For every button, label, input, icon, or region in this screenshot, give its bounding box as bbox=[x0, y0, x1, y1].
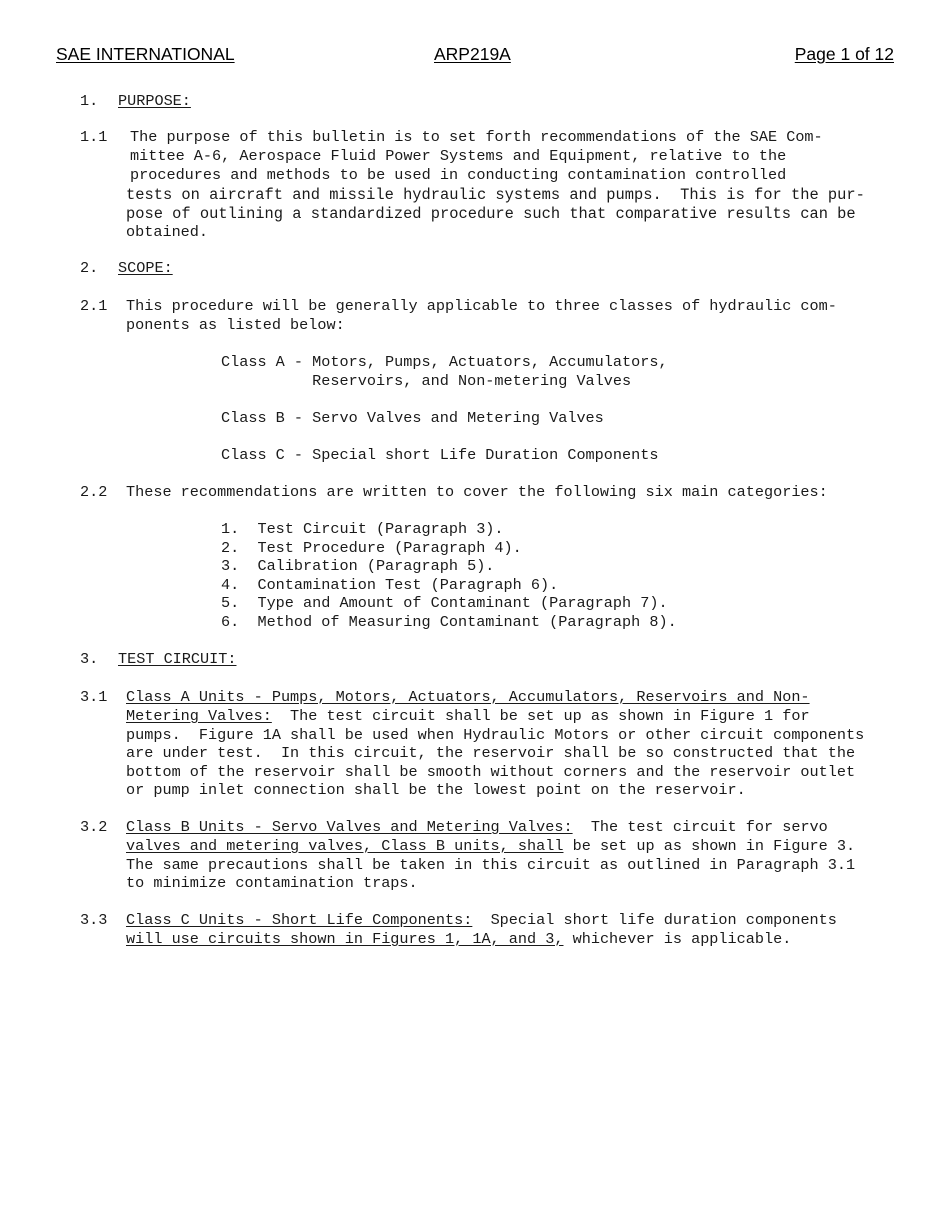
paragraph-3-1-title: Class A Units - Pumps, Motors, Actuators, Accumulators, Reservoirs and Non- bbox=[126, 688, 810, 706]
paragraph-2-1-line: ponents as listed below: bbox=[126, 316, 345, 334]
header-doc-number: ARP219A bbox=[434, 44, 511, 64]
paragraph-3-1-line: pumps. Figure 1A shall be used when Hydraulic Motors or other circuit components bbox=[126, 726, 865, 744]
paragraph-3-1-line: or pump inlet connection shall be the lowest point on the reservoir. bbox=[126, 781, 746, 799]
paragraph-3-3-underlined: will use circuits shown in Figures 1, 1A, and 3, bbox=[126, 930, 564, 948]
paragraph-1-1-line: The purpose of this bulletin is to set forth recommendations of the SAE Com- bbox=[130, 128, 823, 146]
paragraph-3-1-line: bottom of the reservoir shall be smooth without corners and the reservoir outlet bbox=[126, 763, 856, 781]
paragraph-1-1-line: mittee A-6, Aerospace Fluid Power Systems and Equipment, relative to the bbox=[130, 147, 787, 165]
paragraph-3-2-underlined: valves and metering valves, Class B units, shall bbox=[126, 837, 564, 855]
paragraph-3-2-line: The same precautions shall be taken in this circuit as outlined in Paragraph 3.1 bbox=[126, 856, 856, 874]
class-c-line: Class C - Special short Life Duration Components bbox=[221, 446, 659, 464]
paragraph-3-1-line: are under test. In this circuit, the reservoir shall be so constructed that the bbox=[126, 744, 856, 762]
category-item: 6. Method of Measuring Contaminant (Paragraph 8). bbox=[221, 613, 677, 631]
category-item: 2. Test Procedure (Paragraph 4). bbox=[221, 539, 522, 557]
paragraph-3-1-title-end: Metering Valves: bbox=[126, 707, 272, 725]
section-1-number: 1. bbox=[80, 92, 99, 110]
class-b-line: Class B - Servo Valves and Metering Valves bbox=[221, 409, 604, 427]
paragraph-3-3-line-2-rest: whichever is applicable. bbox=[563, 930, 792, 948]
category-item: 4. Contamination Test (Paragraph 6). bbox=[221, 576, 559, 594]
paragraph-3-1-line-2-rest: The test circuit shall be set up as shown in Figure 1 for bbox=[271, 707, 810, 725]
paragraph-3-2-line: to minimize contamination traps. bbox=[126, 874, 418, 892]
paragraph-3-2-number: 3.2 bbox=[80, 818, 108, 836]
paragraph-3-3-line-1 bbox=[126, 911, 837, 930]
paragraph-2-1-line: This procedure will be generally applicable to three classes of hydraulic com- bbox=[126, 297, 837, 315]
class-a-line: Class A - Motors, Pumps, Actuators, Accumulators, bbox=[221, 353, 668, 371]
section-2-title: SCOPE: bbox=[118, 259, 173, 277]
section-3-title: TEST CIRCUIT: bbox=[118, 650, 237, 668]
paragraph-1-1-line: pose of outlining a standardized procedure such that comparative results can be bbox=[126, 205, 856, 223]
paragraph-1-1-number: 1.1 bbox=[80, 128, 108, 146]
paragraph-3-2-line-2 bbox=[126, 837, 855, 856]
paragraph-1-1-line: tests on aircraft and missile hydraulic systems and pumps. This is for the pur- bbox=[126, 186, 865, 204]
paragraph-3-2-line-1 bbox=[126, 818, 828, 837]
category-item: 3. Calibration (Paragraph 5). bbox=[221, 557, 495, 575]
paragraph-2-1-number: 2.1 bbox=[80, 297, 108, 315]
section-1-title: PURPOSE: bbox=[118, 92, 191, 110]
paragraph-3-3-number: 3.3 bbox=[80, 911, 108, 929]
paragraph-2-2-number: 2.2 bbox=[80, 483, 108, 501]
paragraph-3-3-title-rest: Special short life duration components bbox=[472, 911, 837, 929]
paragraph-2-2-text: These recommendations are written to cover the following six main categories: bbox=[126, 483, 828, 501]
section-3-number: 3. bbox=[80, 650, 99, 668]
header-page-number: Page 1 of 12 bbox=[794, 44, 894, 64]
header-org: SAE INTERNATIONAL bbox=[56, 44, 235, 64]
paragraph-3-3-line-2 bbox=[126, 930, 791, 949]
category-item: 5. Type and Amount of Contaminant (Paragraph 7). bbox=[221, 594, 668, 612]
paragraph-3-2-line-2-rest: be set up as shown in Figure 3. bbox=[563, 837, 856, 855]
class-a-line-2: Reservoirs, and Non-metering Valves bbox=[221, 372, 632, 390]
paragraph-3-2-title: Class B Units - Servo Valves and Metering Valves: bbox=[126, 818, 573, 836]
paragraph-1-1-line: procedures and methods to be used in conducting contamination controlled bbox=[130, 166, 787, 184]
paragraph-3-3-title: Class C Units - Short Life Components: bbox=[126, 911, 473, 929]
paragraph-3-2-title-rest: The test circuit for servo bbox=[572, 818, 828, 836]
paragraph-3-1-number: 3.1 bbox=[80, 688, 108, 706]
paragraph-3-1-line-2 bbox=[126, 707, 810, 726]
category-item: 1. Test Circuit (Paragraph 3). bbox=[221, 520, 504, 538]
section-2-number: 2. bbox=[80, 259, 99, 277]
paragraph-1-1-line: obtained. bbox=[126, 223, 209, 241]
